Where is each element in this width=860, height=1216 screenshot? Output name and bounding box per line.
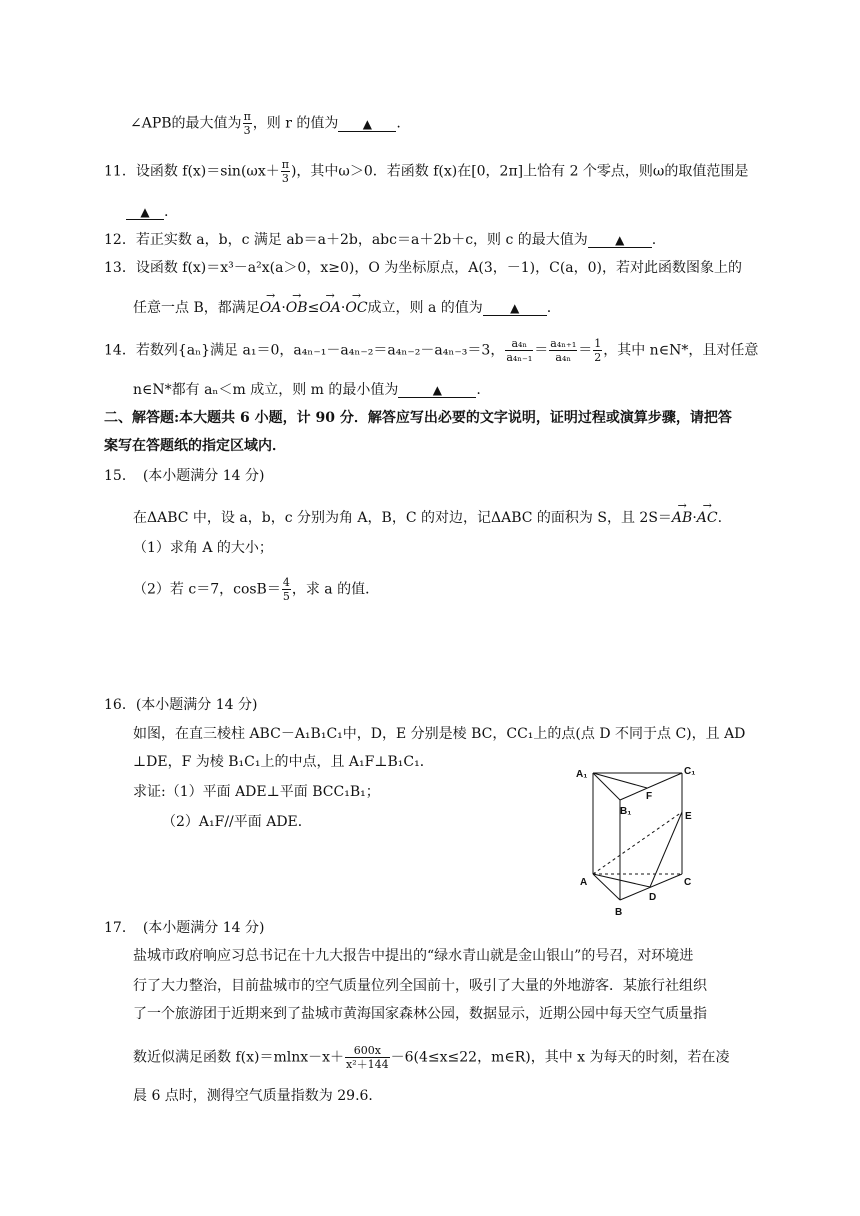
q17-line-4 <box>133 1044 730 1071</box>
fraction-pi-over-3 <box>243 110 252 137</box>
q14-line-2 <box>133 380 481 400</box>
q16-line-1: 如图，在直三棱柱 ABC－A₁B₁C₁中，D，E 分别是棱 BC，CC₁上的点(点 D 不同于点 C)，且 AD <box>133 726 746 742</box>
q15-line-2: （1）求角 A 的大小； <box>133 540 273 556</box>
text: 任意一点 B，都满足 <box>133 300 260 316</box>
q13-line-2 <box>133 298 551 318</box>
text: · <box>340 300 346 316</box>
text: ，求 a 的值． <box>291 581 380 598</box>
text: 14．若数列{aₙ}满足 a₁＝0，a₄ₙ₋₁－a₄ₙ₋₂＝a₄ₙ₋₂－a₄ₙ₋₃＝3， <box>104 342 505 359</box>
q17-line-5: 晨 6 点时，测得空气质量指数为 29.6． <box>133 1088 383 1104</box>
numerator: π <box>281 158 289 171</box>
q14-line-1 <box>104 337 758 364</box>
vector-ac: → AC <box>697 508 718 528</box>
numerator: 1 <box>594 337 602 350</box>
fraction-pi-over-3 <box>281 158 290 185</box>
answer-blank: ▲ <box>483 301 547 316</box>
numerator: a₄ₙ <box>505 337 533 351</box>
denominator: x²＋144 <box>346 1058 389 1071</box>
vector-oa: → OA <box>319 298 341 318</box>
q17-line-3: 了一个旅游团于近期来到了盐城市黄海国家森林公园，数据显示，近期公园中每天空气质量指 <box>133 1006 707 1022</box>
answer-blank: ▲ <box>398 383 476 398</box>
label-b1: B₁ <box>620 806 632 817</box>
text: 13．设函数 f(x)＝x³－a²x(a＞0，x≥0)，O 为坐标原点，A(3，－1)，C(a，0)，若对此函数图象上的 <box>104 260 743 276</box>
q15-line-3 <box>133 576 379 603</box>
q17-line-1: 盐城市政府响应习总书记在十九大报告中提出的“绿水青山就是金山银山”的号召，对环境进 <box>133 948 694 964</box>
answer-blank: ▲ <box>338 117 396 132</box>
q11-line <box>104 158 748 185</box>
text: ＝ <box>578 342 593 359</box>
text: · <box>281 300 286 316</box>
text: －6(4≤x≤22，m∈R)，其中 x 为每天的时刻，若在凌 <box>390 1049 730 1066</box>
vector-ob: → OB <box>286 298 308 318</box>
q12-line <box>104 230 656 250</box>
text: ，其中 n∈N*，且对任意 <box>603 342 759 359</box>
denominator: 3 <box>281 172 289 185</box>
label-f: F <box>646 791 653 802</box>
fraction-one-half <box>593 337 602 364</box>
fraction <box>345 1044 390 1071</box>
text: 在ΔABC 中，设 a，b，c 分别为角 A，B，C 的对边，记ΔABC 的面积为 S，且 2S＝ <box>133 510 672 526</box>
label-c1: C₁ <box>684 766 696 777</box>
text: . <box>476 382 481 398</box>
text: . <box>546 300 552 316</box>
q17-heading: 17． (本小题满分 14 分) <box>104 920 265 936</box>
q15-heading: 15． (本小题满分 14 分) <box>104 468 265 484</box>
text: ＝ <box>534 342 549 359</box>
label-a1: A₁ <box>576 769 588 780</box>
edge-ab <box>593 874 620 900</box>
denominator: 2 <box>594 351 602 364</box>
label-c: C <box>684 877 692 888</box>
label-b: B <box>615 907 623 918</box>
fraction <box>549 337 577 364</box>
denominator: a₄ₙ <box>555 351 572 364</box>
answer-blank: ▲ <box>588 233 652 248</box>
fraction-four-fifths <box>282 576 291 603</box>
label-d: D <box>649 892 657 903</box>
numerator: 600x <box>345 1044 390 1058</box>
text: . <box>651 232 657 248</box>
label-e: E <box>685 811 692 822</box>
vector-ab: → AB <box>672 508 692 528</box>
text: . <box>164 204 169 220</box>
q16-line-4: （2）A₁F//平面 ADE． <box>162 814 312 830</box>
text: n∈N*都有 aₙ＜m 成立，则 m 的最小值为 <box>133 382 399 398</box>
text: 成立，则 a 的值为 <box>367 300 483 316</box>
text: 11．设函数 f(x)＝sin(ωx＋ <box>104 163 280 180</box>
q10-tail-line <box>130 110 401 137</box>
q13-line-1 <box>104 258 742 278</box>
text: 12．若正实数 a，b，c 满足 ab＝a＋2b，abc＝a＋2b＋c，则 c 的最大值为 <box>104 232 588 248</box>
text: （2）若 c＝7，cosB＝ <box>133 581 281 598</box>
q16-line-2: ⊥DE，F 为棱 B₁C₁上的中点，且 A₁F⊥B₁C₁． <box>133 754 434 770</box>
text: . <box>396 115 401 132</box>
q15-line-1 <box>133 508 722 528</box>
denominator: 3 <box>243 124 251 137</box>
section-heading: 二、解答题:本大题共 6 小题，计 90 分．解答应写出必要的文字说明，证明过程或演算步骤，请把答 <box>104 410 732 426</box>
label-a: A <box>580 877 588 888</box>
text: . <box>717 510 723 526</box>
text: · <box>692 510 697 526</box>
q11-answer-line <box>126 202 168 222</box>
vector-oc: → OC <box>345 298 367 318</box>
fraction <box>505 337 533 364</box>
answer-blank: ▲ <box>126 205 164 220</box>
text: ，则 r 的值为 <box>252 115 339 132</box>
text: 数近似满足函数 f(x)＝mlnx－x＋ <box>133 1049 345 1066</box>
text: ≤ <box>307 300 320 316</box>
text: )，其中ω＞0．若函数 f(x)在[0，2π]上恰有 2 个零点，则ω的取值范围是 <box>290 163 749 180</box>
numerator: 4 <box>282 576 290 589</box>
text: ∠APB的最大值为 <box>130 115 242 132</box>
denominator: 5 <box>282 590 290 603</box>
numerator: a₄ₙ₊₁ <box>550 337 577 350</box>
numerator: π <box>243 110 251 123</box>
denominator: a₄ₙ₋₁ <box>506 351 533 364</box>
section-heading-cont: 案写在答题纸的指定区域内． <box>104 438 286 454</box>
q16-heading: 16．(本小题满分 14 分) <box>104 697 258 713</box>
q17-line-2: 行了大力整治，目前盐城市的空气质量位列全国前十，吸引了大量的外地游客．某旅行社组织 <box>133 978 707 994</box>
segment-ad <box>593 874 650 887</box>
prism-figure <box>570 760 710 920</box>
vector-oa: → OA <box>260 298 282 318</box>
q16-line-3: 求证:（1）平面 ADE⊥平面 BCC₁B₁； <box>133 784 380 800</box>
